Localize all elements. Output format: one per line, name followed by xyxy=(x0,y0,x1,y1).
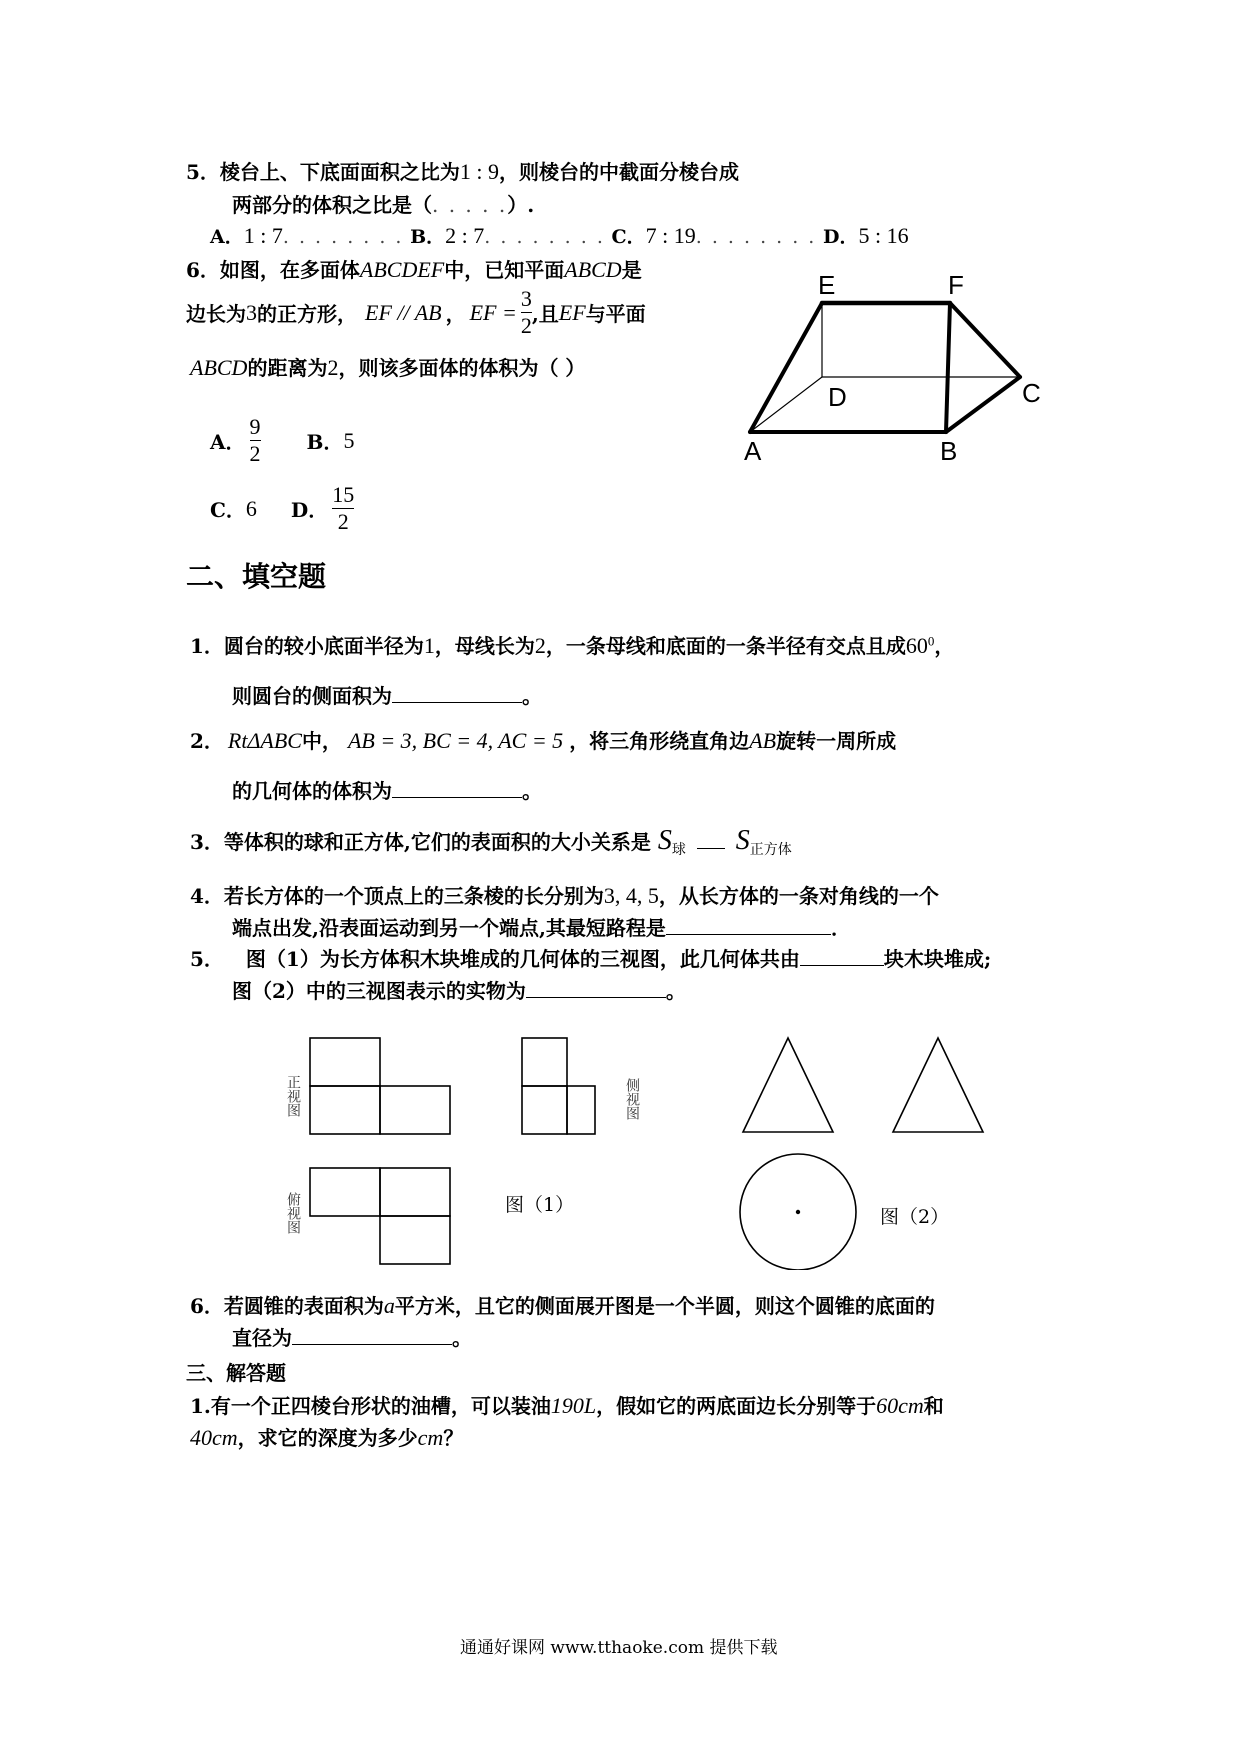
p1-l2-text: ，求它的深度为多少 xyxy=(237,1426,418,1450)
top-view-bottom-block xyxy=(380,1216,450,1264)
p1-unit: cm xyxy=(417,1425,444,1450)
front-view-left-block xyxy=(310,1086,380,1134)
f6-l2-end: 。 xyxy=(452,1326,472,1350)
f4-l2-text: 端点出发,沿表面运动到另一个端点,其最短路程是 xyxy=(232,916,666,940)
f5-object-blank[interactable] xyxy=(526,997,666,998)
p1-vol: 190L xyxy=(550,1393,597,1418)
footer-credit: 通通好课网 www.tthaoke.com 提供下载 xyxy=(460,1638,778,1658)
p1-text-b: ，假如它的两底面边长分别等于 xyxy=(596,1394,877,1418)
q6-ef2: EF xyxy=(558,299,586,325)
three-view-figure-2 xyxy=(735,1030,1015,1270)
front-view-top-block xyxy=(310,1038,380,1086)
f2-text-c: 旋转一周所成 xyxy=(776,729,897,753)
q5-text-a: 5．棱台上、下底面面积之比为 xyxy=(186,160,460,184)
fig2-caption: 图（2） xyxy=(880,1206,950,1228)
label-e: E xyxy=(818,270,836,300)
section-solve-title: 三、解答题 xyxy=(186,1361,286,1385)
f3-line xyxy=(190,825,792,859)
q5-line2 xyxy=(232,189,534,218)
edge-bc xyxy=(946,377,1020,432)
q6-line2: 边长为 3 的正方形， EF // AB ， EF = $\frac{3}{2}$ ,且 EF 与平面 xyxy=(186,286,646,338)
q6-opt-a-label: A． xyxy=(210,430,246,454)
q6-frac xyxy=(521,286,532,339)
f6-line2 xyxy=(232,1322,472,1351)
fig1-caption: 图（1） xyxy=(505,1194,575,1216)
f2-ab: AB xyxy=(749,728,777,753)
f1-l2-text: 则圆台的侧面积为 xyxy=(232,684,392,708)
q6-options-ab xyxy=(210,414,354,467)
polyhedron-figure xyxy=(730,270,1060,470)
q6-opt-b-label: B． xyxy=(306,430,344,454)
q6-l2-c: ,且 xyxy=(531,302,559,326)
q6-opt-a-den: 2 xyxy=(249,441,261,466)
q6-opt-b: 5 xyxy=(343,427,355,453)
q6-ef-ab: EF // AB xyxy=(365,299,442,325)
q6-line1 xyxy=(186,254,642,283)
f4-line1 xyxy=(190,880,939,909)
q6-l2-d: 与平面 xyxy=(585,302,646,326)
p1-text-a: 1.有一个正四棱台形状的油槽，可以装油 xyxy=(190,1394,551,1418)
f5-l2-end: 。 xyxy=(665,979,686,1003)
f2-cond: AB = 3, BC = 4, AC = 5 xyxy=(347,728,564,753)
q5-opt-a: 1 : 7 xyxy=(243,223,283,248)
f4-line2 xyxy=(232,912,851,941)
q6-l3-plane: ABCD xyxy=(190,355,248,380)
q6-l2-a: 边长为 xyxy=(186,302,246,326)
q5-opt-c-label: C． xyxy=(611,226,646,248)
f1-angle: 60 xyxy=(905,633,928,658)
q6-opt-a-num: 9 xyxy=(249,414,261,439)
q5-opt-c: 7 : 19 xyxy=(645,223,696,248)
q6-opt-d-num: 15 xyxy=(332,482,355,507)
q6-plane: ABCD xyxy=(564,257,622,282)
top-view-left-block xyxy=(310,1168,380,1216)
p1-l2-end: ？ xyxy=(443,1426,464,1450)
f1-text-c: ，一条母线和底面的一条半径有交点且成 xyxy=(545,634,906,658)
q6-ef: EF = xyxy=(469,299,517,325)
edge-fc xyxy=(950,303,1020,377)
f4-dims: 3, 4, 5 xyxy=(603,883,659,908)
side-view-label: 侧视图 xyxy=(624,1078,640,1120)
front-view-label: 正视图 xyxy=(285,1075,301,1117)
f6-a: a xyxy=(383,1293,395,1318)
p1-len1: 60cm xyxy=(876,1393,924,1418)
f1-text-a: 1．圆台的较小底面半径为 xyxy=(190,634,424,658)
f2-l2-end: 。 xyxy=(522,779,542,803)
f5-num: 5． xyxy=(190,947,224,971)
f3-answer-blank[interactable] xyxy=(697,848,725,849)
side-view-left-block xyxy=(522,1086,567,1134)
q6-opt-c-label: C． xyxy=(210,498,246,522)
f1-line1 xyxy=(190,630,954,659)
f3-text: 3．等体积的球和正方体,它们的表面积的大小关系是 xyxy=(190,830,651,854)
p1-text-c: 和 xyxy=(923,1394,944,1418)
edge-ea xyxy=(750,303,822,432)
f3-s1: S xyxy=(657,825,672,856)
q5-opt-b: 2 : 7 xyxy=(445,223,485,248)
f1-answer-blank[interactable] xyxy=(392,702,522,703)
top-view-right-block xyxy=(380,1168,450,1216)
f2-line2 xyxy=(232,775,542,804)
three-view-figure-1 xyxy=(280,1030,600,1270)
f4-text-a: 4．若长方体的一个顶点上的三条棱的长分别为 xyxy=(190,884,604,908)
q6-dist: 2 xyxy=(327,355,339,380)
f3-s2: S xyxy=(735,825,750,856)
q5-dots-c: . . . . . . . . xyxy=(695,226,817,248)
label-d: D xyxy=(828,382,847,412)
f6-l2-text: 直径为 xyxy=(232,1326,292,1350)
f1-r: 1 xyxy=(423,633,435,658)
f6-line1 xyxy=(190,1290,935,1319)
q6-opt-d-label: D． xyxy=(290,498,329,522)
edge-fb xyxy=(946,303,950,432)
f1-text-d: ， xyxy=(934,634,955,658)
q6-frac-den: 2 xyxy=(520,313,532,338)
q6-poly: ABCDEF xyxy=(359,257,445,282)
q5-line2-text: 两部分的体积之比是（ xyxy=(232,193,432,217)
f6-text-b: 平方米，且它的侧面展开图是一个半圆，则这个圆锥的底面的 xyxy=(394,1294,935,1318)
side-view-right-block xyxy=(567,1086,595,1134)
q5-opt-b-label: B． xyxy=(410,226,446,248)
q6-text-c: 是 xyxy=(621,258,642,282)
q5-text-b: ，则棱台的中截面分棱台成 xyxy=(499,160,740,184)
f5-l2-text: 图（2）中的三视图表示的实物为 xyxy=(232,979,526,1003)
section-fill-in-title: 二、填空题 xyxy=(186,560,327,593)
q6-l2-b: 的正方形， xyxy=(257,302,357,326)
p1-len2: 40cm xyxy=(190,1425,238,1450)
side-view-triangle xyxy=(893,1038,983,1132)
f2-line1 xyxy=(190,725,896,754)
p1-line2 xyxy=(190,1422,463,1451)
f5-count-blank[interactable] xyxy=(800,965,884,966)
side-view-top-block xyxy=(522,1038,567,1086)
edge-da xyxy=(750,377,822,432)
front-view-right-block xyxy=(380,1086,450,1134)
f1-l2-end: 。 xyxy=(522,684,542,708)
q5-opt-d-label: D． xyxy=(822,226,859,248)
q6-line3 xyxy=(190,352,585,381)
q6-l3-c: ，则该多面体的体积为（ ） xyxy=(338,356,586,380)
f1-text-b: ，母线长为 xyxy=(434,634,535,658)
f3-s2-sub: 正方体 xyxy=(749,842,792,858)
p1-line1 xyxy=(190,1390,944,1419)
q6-side: 3 xyxy=(246,299,257,325)
f4-l2-end: ． xyxy=(830,916,851,940)
f2-tri: RtΔABC xyxy=(227,728,302,753)
f3-s1-sub: 球 xyxy=(671,842,686,858)
f5-text-b: 块木块堆成; xyxy=(883,947,992,971)
f2-num: 2． xyxy=(190,729,224,753)
q6-opt-c: 6 xyxy=(245,495,257,521)
q6-opt-d-frac xyxy=(332,482,354,535)
q6-opt-d-den: 2 xyxy=(337,509,349,534)
f2-l2-text: 的几何体的体积为 xyxy=(232,779,392,803)
label-b: B xyxy=(940,436,958,466)
top-view-label: 俯视图 xyxy=(285,1192,301,1234)
front-view-triangle xyxy=(743,1038,833,1132)
q5-opt-a-label: A． xyxy=(210,226,244,248)
q5-ratio: 1 : 9 xyxy=(459,159,500,184)
q6-text-a: 6．如图，在多面体 xyxy=(186,258,360,282)
q6-l3-b: 的距离为 xyxy=(247,356,328,380)
f2-answer-blank[interactable] xyxy=(392,797,522,798)
f1-deg: 0 xyxy=(927,633,935,649)
f4-answer-blank[interactable] xyxy=(666,934,831,935)
q6-frac-num: 3 xyxy=(520,286,532,311)
f1-line2 xyxy=(232,680,542,709)
f6-text-a: 6．若圆锥的表面积为 xyxy=(190,1294,384,1318)
label-a: A xyxy=(744,436,762,466)
q5-dots-b: . . . . . . . . xyxy=(484,226,605,248)
q5-options xyxy=(210,222,909,249)
q5-dots-a: . . . . . . . . xyxy=(282,226,404,248)
f2-text-b: ，将三角形绕直角边 xyxy=(569,729,750,753)
f2-text-a: 中， xyxy=(301,729,342,753)
q6-opt-a-frac xyxy=(250,414,261,467)
f5-text-a: 图（1）为长方体积木块堆成的几何体的三视图，此几何体共由 xyxy=(245,947,800,971)
f5-line1 xyxy=(190,943,991,972)
q6-text-b: 中，已知平面 xyxy=(444,258,565,282)
q5-line1 xyxy=(186,156,739,185)
top-view-center-point xyxy=(796,1210,800,1214)
label-c: C xyxy=(1022,378,1041,408)
label-f: F xyxy=(948,270,964,300)
f4-text-b: ，从长方体的一条对角线的一个 xyxy=(658,884,939,908)
f1-l: 2 xyxy=(534,633,546,658)
q5-opt-d: 5 : 16 xyxy=(858,223,909,248)
q5-line2-dots: . . . . . xyxy=(432,193,508,217)
f5-line2 xyxy=(232,975,686,1004)
q5-line2-end: ）. xyxy=(507,193,535,217)
f6-answer-blank[interactable] xyxy=(292,1344,452,1345)
q6-options-cd xyxy=(210,482,354,535)
